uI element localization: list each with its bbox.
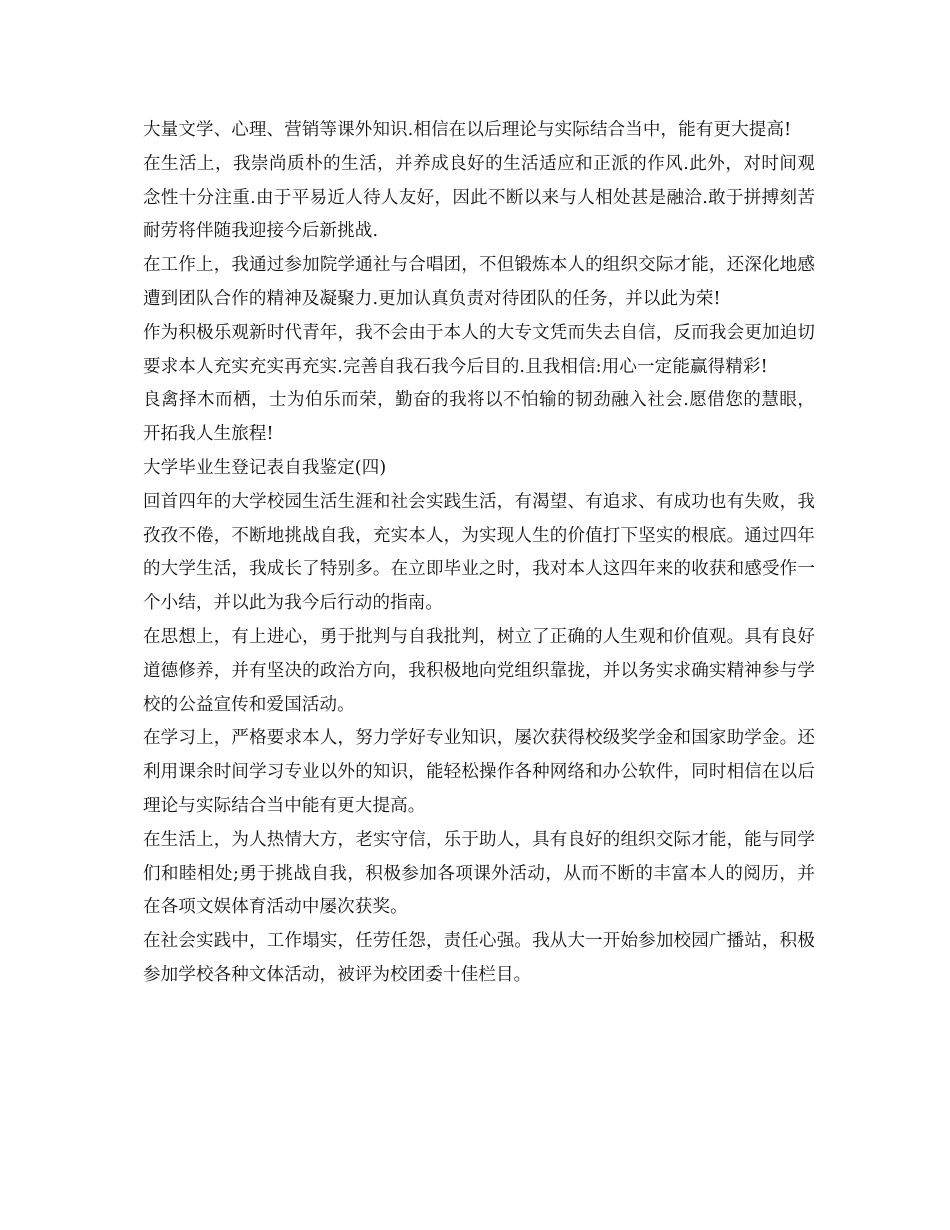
paragraph-3: 在工作上，我通过参加院学通社与合唱团，不但锻炼本人的组织交际才能，还深化地感遭到团队合作的精神及凝聚力.更加认真负责对待团队的任务，并以此为荣! <box>143 255 815 309</box>
paragraph-8: 在思想上，有上进心，勇于批判与自我批判，树立了正确的人生观和价值观。具有良好道德修养，并有坚决的政治方向，我积极地向党组织靠拢，并以务实求确实精神参与学校的公益宣传和爱国活动。 <box>143 626 815 715</box>
paragraph-7: 回首四年的大学校园生活生涯和社会实践生活，有渴望、有追求、有成功也有失败，我孜孜不倦，不断地挑战自我，充实本人，为实现人生的价值打下坚实的根底。通过四年的大学生活，我成长了特别多。在立即毕业之时，我对本人这四年来的收获和感受作一个小结，并以此为我今后行动的指南。 <box>143 491 815 614</box>
paragraph-1: 大量文学、心理、营销等课外知识.相信在以后理论与实际结合当中，能有更大提高! <box>143 120 792 140</box>
paragraph-2: 在生活上，我崇尚质朴的生活，并养成良好的生活适应和正派的作风.此外，对时间观念性十分注重.由于平易近人待人友好，因此不断以来与人相处甚是融洽.敢于拼搏刻苦耐劳将伴随我迎接今后新挑战. <box>143 153 815 242</box>
paragraph-5: 良禽择木而栖，士为伯乐而荣，勤奋的我将以不怕输的韧劲融入社会.愿借您的慧眼，开拓我人生旅程! <box>143 390 815 445</box>
paragraph-11: 在社会实践中，工作塌实，任劳任怨，责任心强。我从大一开始参加校园广播站，积极参加学校各种文体活动，被评为校团委十佳栏目。 <box>143 931 815 985</box>
section-heading: 大学毕业生登记表自我鉴定(四) <box>143 457 387 478</box>
document-body <box>143 114 815 993</box>
paragraph-4: 作为积极乐观新时代青年，我不会由于本人的大专文凭而失去自信，反而我会更加迫切要求本人充实充实再充实.完善自我石我今后目的.且我相信:用心一定能赢得精彩! <box>143 322 815 377</box>
paragraph-9: 在学习上，严格要求本人，努力学好专业知识，屡次获得校级奖学金和国家助学金。还利用课余时间学习专业以外的知识，能轻松操作各种网络和办公软件，同时相信在以后理论与实际结合当中能有更大提高。 <box>143 728 815 816</box>
paragraph-10: 在生活上，为人热情大方，老实守信，乐于助人，具有良好的组织交际才能，能与同学们和睦相处;勇于挑战自我，积极参加各项课外活动，从而不断的丰富本人的阅历，并在各项文娱体育活动中屡次获奖。 <box>143 829 815 918</box>
